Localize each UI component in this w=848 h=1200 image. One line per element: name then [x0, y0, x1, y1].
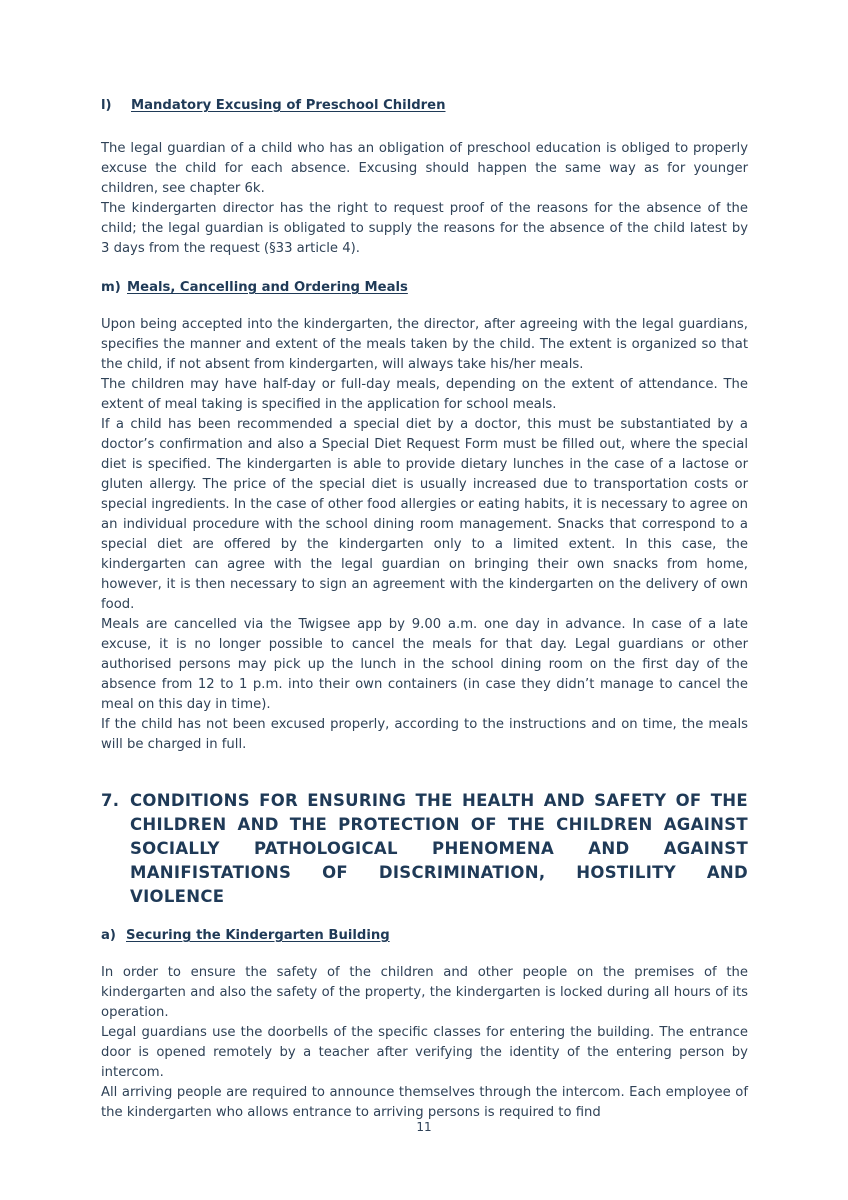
chapter-7-title: CONDITIONS FOR ENSURING THE HEALTH AND SAFETY OF THE CHILDREN AND THE PROTECTION OF THE CHILDREN AGAINST SOCIALLY PATHOLOGICAL PHENOMENA AND AGAINST MANIFISTATIONS OF DISCRIMINATION, HOSTILITY AND VIOLENCE: [130, 791, 748, 906]
section-m-heading: [101, 278, 748, 298]
section-l-paragraph-2: The kindergarten director has the right to request proof of the reasons for the absence of the child; the legal guardian is obligated to supply the reasons for the absence of the child latest by 3 days from the request (§33 article 4).: [101, 201, 748, 256]
section-m-paragraph-5: If the child has not been excused properly, according to the instructions and on time, the meals will be charged in full.: [101, 717, 748, 752]
section-a-paragraph-2: Legal guardians use the doorbells of the specific classes for entering the building. The entrance door is opened remotely by a teacher after verifying the identity of the entering person by intercom.: [101, 1025, 748, 1080]
section-l-title: Mandatory Excusing of Preschool Children: [131, 98, 446, 113]
section-l-heading: [101, 96, 748, 116]
chapter-7-heading: [101, 789, 748, 909]
section-l-paragraph-1: The legal guardian of a child who has an obligation of preschool education is obliged to properly excuse the child for each absence. Excusing should happen the same way as for younger children, see chapter 6k.: [101, 141, 748, 196]
section-m-title: Meals, Cancelling and Ordering Meals: [127, 280, 408, 295]
section-m-paragraph-2: The children may have half-day or full-day meals, depending on the extent of attendance. The extent of meal taking is specified in the application for school meals.: [101, 377, 748, 412]
section-a-heading: [101, 926, 748, 946]
section-l-letter: l): [101, 98, 112, 113]
section-a-title: Securing the Kindergarten Building: [126, 928, 390, 943]
section-a-paragraph-3: All arriving people are required to announce themselves through the intercom. Each employee of the kindergarten who allows entrance to arriving persons is required to find: [101, 1085, 748, 1120]
document-page: [101, 96, 748, 1123]
section-m-paragraph-1: Upon being accepted into the kindergarten, the director, after agreeing with the legal guardians, specifies the manner and extent of the meals taken by the child. The extent is organized so that the child, if not absent from kindergarten, will always take his/her meals.: [101, 317, 748, 372]
section-a-letter: a): [101, 928, 116, 943]
section-m-letter: m): [101, 280, 121, 295]
section-m-paragraph-3: If a child has been recommended a special diet by a doctor, this must be substantiated by a doctor’s confirmation and also a Special Diet Request Form must be filled out, where the special diet is specified. The kindergarten is able to provide dietary lunches in the case of a lactose or gluten allergy. The price of the special diet is usually increased due to transportation costs or special ingredients. In the case of other food allergies or eating habits, it is necessary to agree on an individual procedure with the school dining room management. Snacks that correspond to a special diet are offered by the kindergarten only to a limited extent. In this case, the kindergarten can agree with the legal guardian on bringing their own snacks from home, however, it is then necessary to sign an agreement with the kindergarten on the delivery of own food.: [101, 417, 748, 612]
section-m-paragraph-4: Meals are cancelled via the Twigsee app by 9.00 a.m. one day in advance. In case of a late excuse, it is no longer possible to cancel the meals for that day. Legal guardians or other authorised persons may pick up the lunch in the school dining room on the first day of the absence from 12 to 1 p.m. into their own containers (in case they didn’t manage to cancel the meal on this day in time).: [101, 617, 748, 712]
page-number: 11: [416, 1120, 432, 1134]
section-a-paragraph-1: In order to ensure the safety of the children and other people on the premises of the kindergarten and also the safety of the property, the kindergarten is locked during all hours of its operation.: [101, 965, 748, 1020]
chapter-7-number: 7.: [101, 791, 120, 810]
